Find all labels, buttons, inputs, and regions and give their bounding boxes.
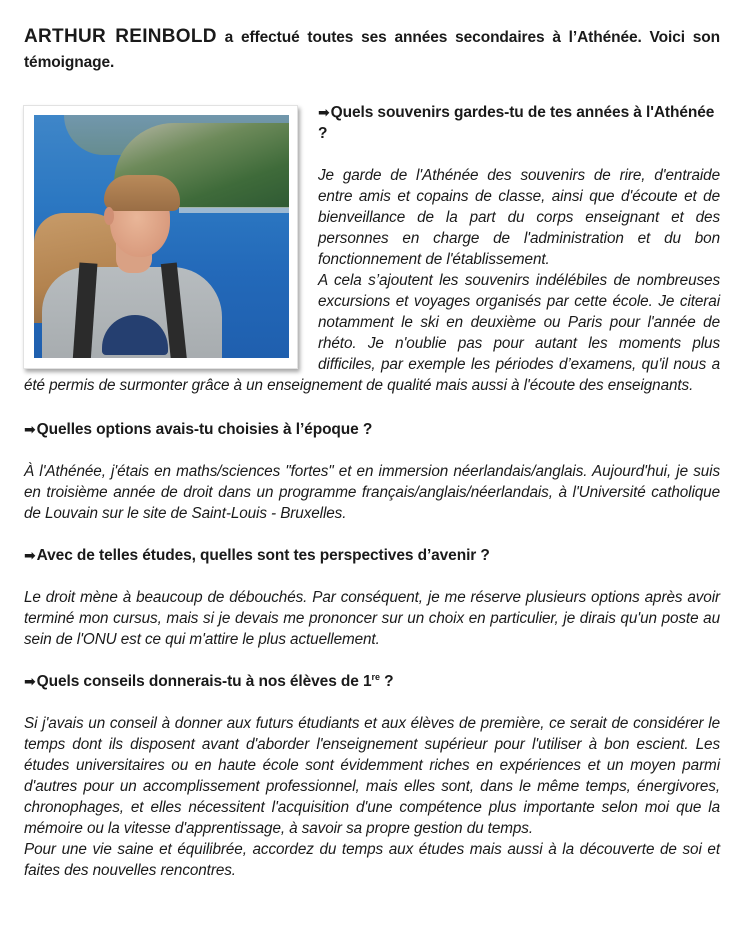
answer-2: À l'Athénée, j'étais en maths/sciences "fortes" et en immersion néerlandais/anglais. Aujourd'hui, je suis en troisième année de droit dans un programme français/anglais/néerlandais, à l'Université catholique de Louvain sur le site de Saint-Louis - Bruxelles. xyxy=(24,463,720,522)
arrow-right-icon: ➡ xyxy=(24,421,36,437)
student-name: ARTHUR REINBOLD xyxy=(24,26,217,47)
question-3-text: Avec de telles études, quelles sont tes perspectives d’avenir ? xyxy=(36,547,490,564)
intro-paragraph xyxy=(24,24,720,75)
question-4-text-prefix: Quels conseils donnerais-tu à nos élèves de 1 xyxy=(36,673,372,690)
answer-3: Le droit mène à beaucoup de débouchés. Par conséquent, je me réserve plusieurs options après avoir terminé mon cursus, mais si je devais me prononcer sur un choix en particulier, je dirais qu'un poste au sein de l'ONU est ce qui m'attire le plus actuellement. xyxy=(24,589,720,648)
intro-text: a effectué toutes ses années secondaires à l’Athénée. Voici son témoignage. xyxy=(24,29,720,71)
student-photo-frame xyxy=(23,105,298,369)
arrow-right-icon: ➡ xyxy=(318,104,330,120)
photo-shoreline xyxy=(179,207,289,213)
answer-1-paragraph-2: A cela s’ajoutent les souvenirs indélébiles de nombreuses excursions et voyages organisés par cette école. Je citerai notamment le ski en deuxième ou Paris pour l'année de rhéto. Je n'oublie pas pour autant les moments plus difficiles, par exemple les périodes d’examens, qu'il nous a été permis de surmonter grâce à un enseignement de qualité mais aussi à l'écoute des enseignants. xyxy=(24,272,720,394)
answer-4-paragraph-1: Si j'avais un conseil à donner aux futurs étudiants et aux élèves de première, ce serait de considérer le temps dont ils disposent avant d'aborder l'enseignement supérieur pour l'utiliser à bon escient. Les études universitaires ou en haute école sont évidemment riches en expériences et un moyen parmi d'autres pour un accomplissement professionnel, mais elles sont, dans le même temps, énergivores, chronophages, et elles nécessitent l'acquisition d'une compétence plus importante selon moi que la mémoire ou la vitesse d'apprentissage, à savoir sa propre gestion du temps. xyxy=(24,715,720,837)
photo-hair xyxy=(104,175,180,211)
question-2-text: Quelles options avais-tu choisies à l’époque ? xyxy=(36,421,373,438)
answer-1-paragraph-1: Je garde de l'Athénée des souvenirs de rire, d'entraide entre amis et copains de classe, ainsi que d'écoute et de bienveillance de la part du corps enseignant et des personnes en charge de l'administration et du bon fonctionnement de l'établissement. xyxy=(318,167,720,268)
answer-4-paragraph-2: Pour une vie saine et équilibrée, accordez du temps aux études mais aussi à la découverte de soi et faites des nouvelles rencontres. xyxy=(24,841,720,879)
question-1-text: Quels souvenirs gardes-tu de tes années à l'Athénée ? xyxy=(318,104,715,142)
student-photo xyxy=(34,115,289,358)
question-4-superscript: re xyxy=(371,672,380,682)
arrow-right-icon: ➡ xyxy=(24,673,36,689)
testimonial-page xyxy=(24,24,720,881)
arrow-right-icon: ➡ xyxy=(24,547,36,563)
question-3 xyxy=(24,545,720,566)
question-4-text-suffix: ? xyxy=(379,673,394,690)
question-2 xyxy=(24,419,720,440)
photo-ear xyxy=(104,207,114,225)
question-4 xyxy=(24,671,720,692)
section-souvenirs xyxy=(24,102,720,396)
